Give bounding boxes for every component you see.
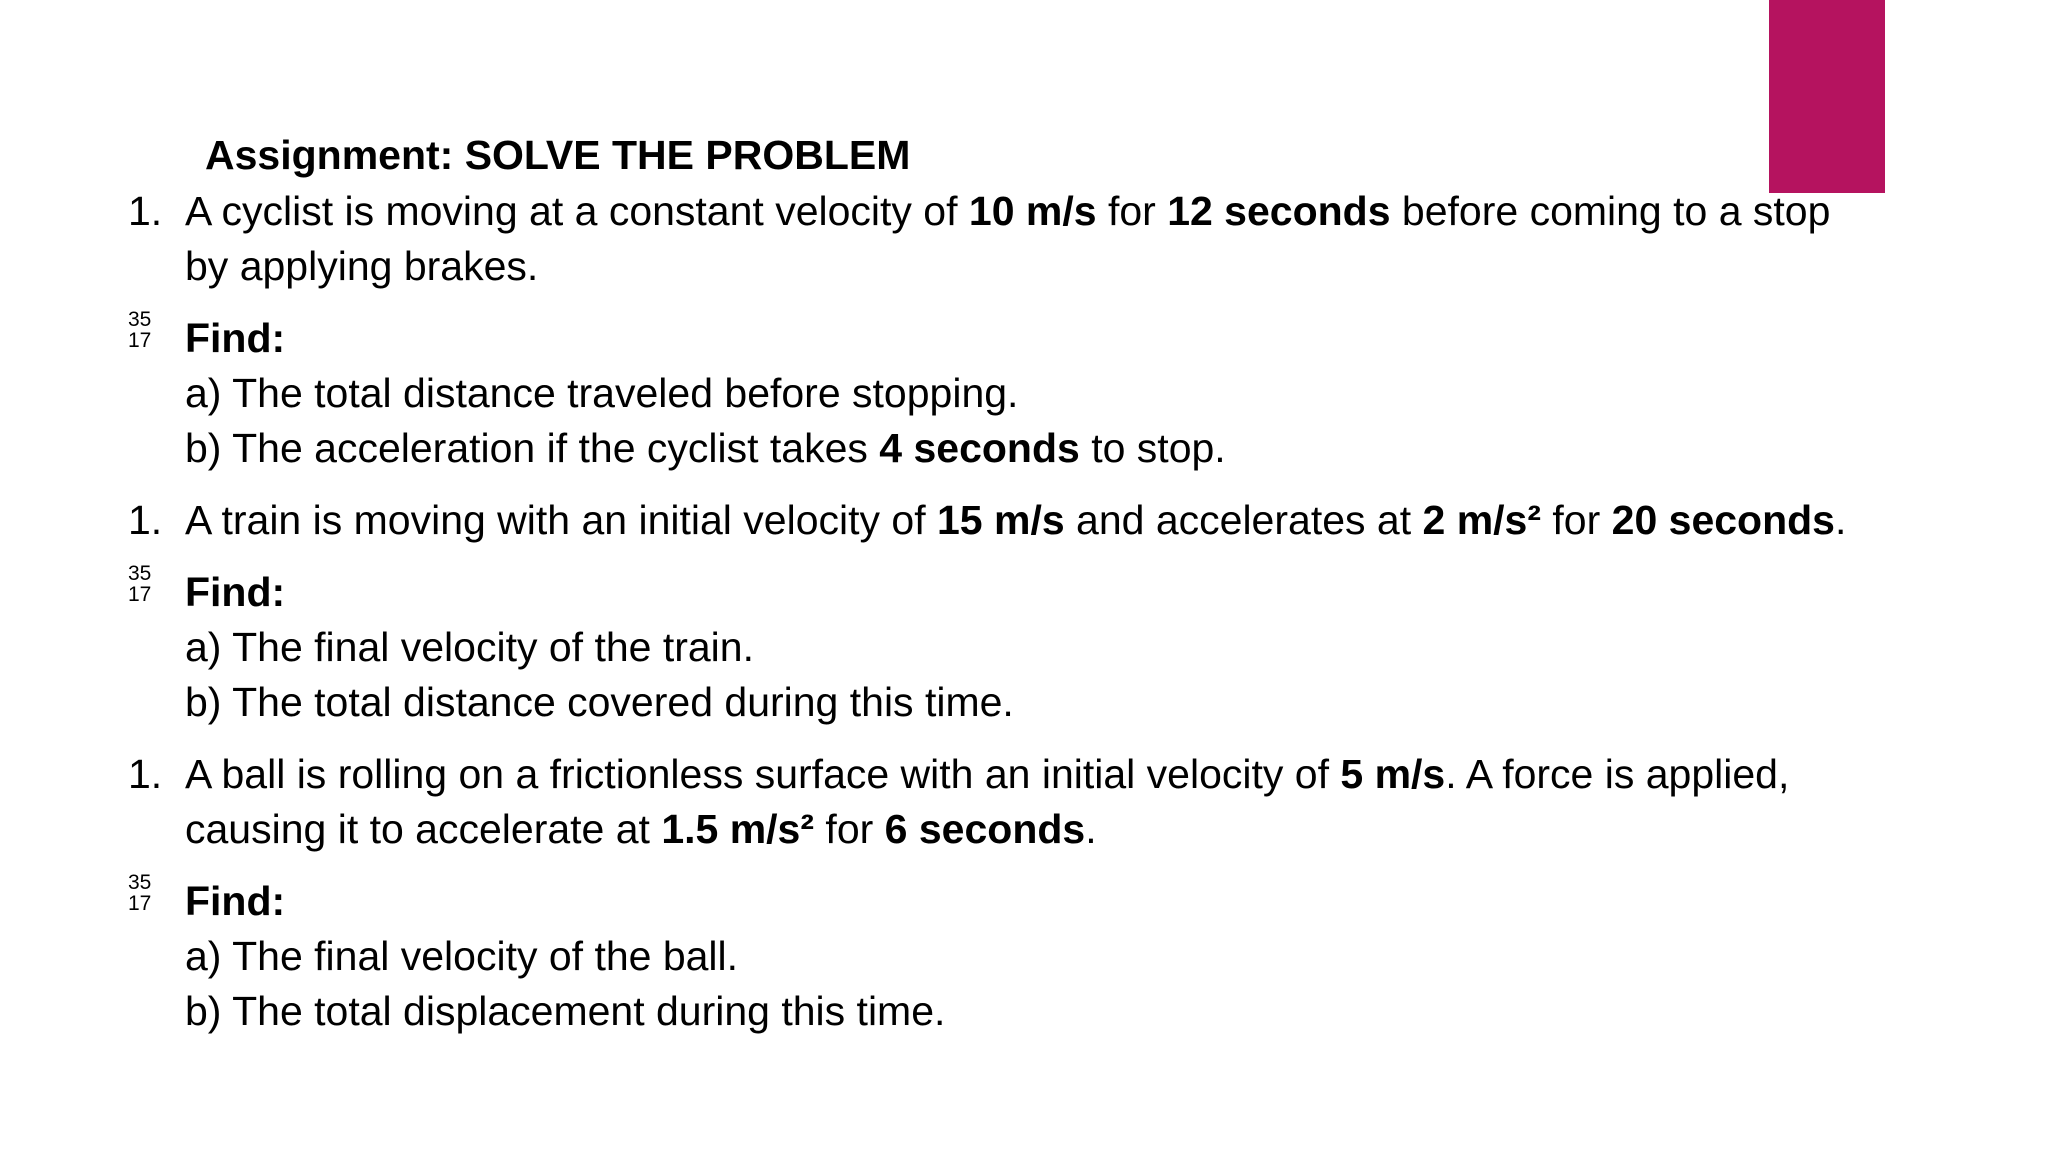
bold-value: 1.5 m/s² bbox=[661, 806, 815, 852]
list-number: 1. bbox=[128, 751, 163, 797]
text-run: before coming to a stop bbox=[1390, 188, 1831, 234]
problem-1-line-2: by applying brakes. bbox=[185, 243, 539, 289]
bold-value: 5 m/s bbox=[1340, 751, 1446, 797]
find-label: Find: bbox=[185, 569, 286, 615]
list-number: 1. bbox=[128, 497, 163, 543]
problem-3-part-a: a) The final velocity of the ball. bbox=[185, 933, 739, 979]
text-run: A train is moving with an initial velocity of bbox=[185, 497, 937, 543]
list-number: 1. bbox=[128, 188, 163, 234]
marker-bottom: 17 bbox=[128, 583, 152, 606]
marker-top: 35 bbox=[128, 871, 152, 894]
bold-value: 2 m/s² bbox=[1422, 497, 1541, 543]
text-run: and accelerates at bbox=[1064, 497, 1423, 543]
find-marker bbox=[128, 872, 160, 914]
problem-1-part-a: a) The total distance traveled before stopping. bbox=[185, 370, 1019, 416]
text-run: for bbox=[814, 806, 885, 852]
problem-2-part-b: b) The total distance covered during this time. bbox=[185, 679, 1014, 725]
text-run: A ball is rolling on a frictionless surface with an initial velocity of bbox=[185, 751, 1341, 797]
text-run: to stop. bbox=[1079, 425, 1226, 471]
text-run: causing it to accelerate at bbox=[185, 806, 662, 852]
find-marker bbox=[128, 563, 160, 605]
marker-bottom: 17 bbox=[128, 329, 152, 352]
problem-1-line-1 bbox=[185, 184, 1830, 238]
bold-value: 12 seconds bbox=[1167, 188, 1391, 234]
text-run: . bbox=[1834, 497, 1847, 543]
text-run: for bbox=[1096, 188, 1168, 234]
problem-2-part-a: a) The final velocity of the train. bbox=[185, 624, 754, 670]
find-label: Find: bbox=[185, 315, 286, 361]
problem-1-part-b bbox=[185, 421, 1226, 475]
problem-2-line-1 bbox=[185, 493, 1846, 547]
bold-value: 6 seconds bbox=[884, 806, 1086, 852]
text-run: . bbox=[1085, 806, 1097, 852]
text-run: A cyclist is moving at a constant velocity of bbox=[185, 188, 969, 234]
bold-value: 4 seconds bbox=[879, 425, 1080, 471]
marker-top: 35 bbox=[128, 562, 152, 585]
slide-title: Assignment: SOLVE THE PROBLEM bbox=[205, 132, 911, 178]
bold-value: 20 seconds bbox=[1611, 497, 1835, 543]
find-marker bbox=[128, 309, 160, 351]
text-run: . A force is applied, bbox=[1445, 751, 1790, 797]
marker-bottom: 17 bbox=[128, 892, 152, 915]
text-run: for bbox=[1541, 497, 1612, 543]
bold-value: 10 m/s bbox=[968, 188, 1097, 234]
bold-value: 15 m/s bbox=[937, 497, 1065, 543]
marker-top: 35 bbox=[128, 308, 152, 331]
find-label: Find: bbox=[185, 878, 286, 924]
problem-3-part-b: b) The total displacement during this time. bbox=[185, 988, 946, 1034]
text-run: b) The acceleration if the cyclist takes bbox=[185, 425, 880, 471]
problem-3-line-2 bbox=[185, 802, 1097, 856]
problem-3-line-1 bbox=[185, 747, 1789, 801]
